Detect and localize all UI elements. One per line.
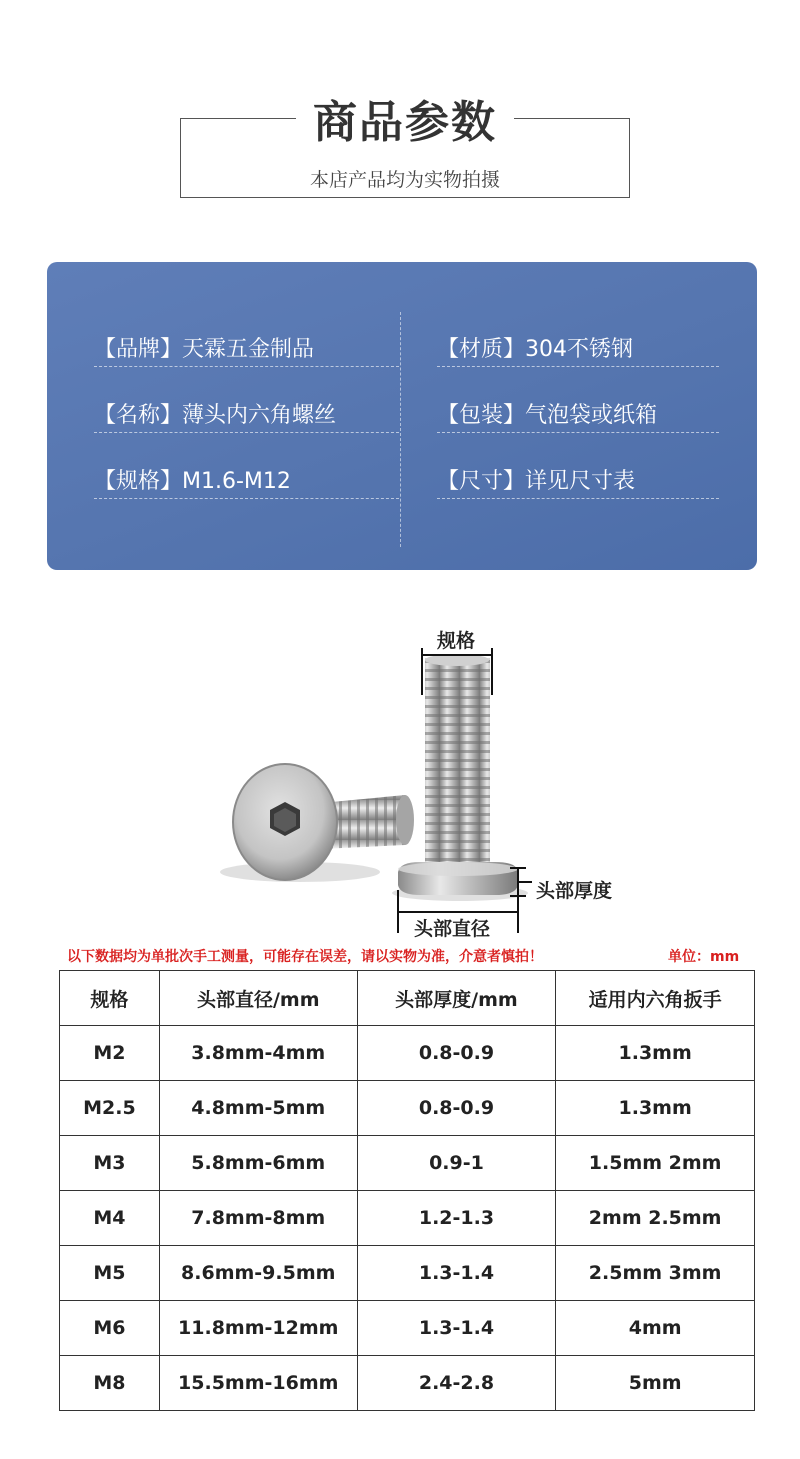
panel-divider — [400, 312, 401, 547]
spec-underline — [94, 366, 399, 367]
spec-packaging-value: 气泡袋或纸箱 — [525, 403, 658, 428]
cell-head-thickness: 0.8-0.9 — [357, 1081, 556, 1136]
cell-head-diameter: 7.8mm-8mm — [159, 1191, 357, 1246]
table-row — [60, 1301, 755, 1356]
standing-screw — [392, 654, 528, 901]
label-spec: 规格 — [437, 630, 476, 652]
cell-hex-key: 1.3mm — [556, 1081, 755, 1136]
table-header-row — [60, 971, 755, 1026]
spec-packaging-label: 【包装】 — [437, 403, 526, 428]
spec-dimensions-value: 详见尺寸表 — [525, 469, 636, 494]
cell-spec: M5 — [60, 1246, 160, 1301]
cell-spec: M2.5 — [60, 1081, 160, 1136]
spec-brand-label: 【品牌】 — [94, 337, 183, 362]
spec-material-value: 304不锈钢 — [525, 337, 634, 362]
spec-underline — [437, 498, 719, 499]
cell-spec: M4 — [60, 1191, 160, 1246]
page-title: 商品参数 — [313, 97, 497, 148]
cell-head-diameter: 15.5mm-16mm — [159, 1356, 357, 1411]
spec-name-label: 【名称】 — [94, 403, 183, 428]
cell-spec: M6 — [60, 1301, 160, 1356]
spec-packaging — [437, 398, 657, 429]
cell-head-diameter: 11.8mm-12mm — [159, 1301, 357, 1356]
cell-head-thickness: 1.2-1.3 — [357, 1191, 556, 1246]
spec-material-label: 【材质】 — [437, 337, 526, 362]
table-row — [60, 1246, 755, 1301]
spec-dimensions-label: 【尺寸】 — [437, 469, 526, 494]
spec-brand-value: 天霖五金制品 — [182, 337, 315, 362]
cell-hex-key: 5mm — [556, 1356, 755, 1411]
col-header-head-diameter: 头部直径/mm — [159, 971, 357, 1026]
spec-dimensions — [437, 464, 635, 495]
cell-head-thickness: 2.4-2.8 — [357, 1356, 556, 1411]
col-header-hex-key: 适用内六角扳手 — [556, 971, 755, 1026]
table-row — [60, 1191, 755, 1246]
spec-underline — [94, 432, 399, 433]
spec-size-label: 【规格】 — [94, 469, 183, 494]
measurement-notice: 以下数据均为单批次手工测量，可能存在误差，请以实物为准，介意者慎拍！ — [67, 949, 543, 965]
specs-panel — [47, 262, 757, 570]
table-row — [60, 1026, 755, 1081]
cell-head-thickness: 0.9-1 — [357, 1136, 556, 1191]
cell-spec: M2 — [60, 1026, 160, 1081]
spec-name-value: 薄头内六角螺丝 — [182, 403, 337, 428]
cell-head-thickness: 0.8-0.9 — [357, 1026, 556, 1081]
cell-hex-key: 1.3mm — [556, 1026, 755, 1081]
table-row — [60, 1136, 755, 1191]
spec-size-value: M1.6-M12 — [182, 469, 291, 494]
spec-size — [94, 464, 291, 495]
cell-head-diameter: 3.8mm-4mm — [159, 1026, 357, 1081]
cell-hex-key: 2mm 2.5mm — [556, 1191, 755, 1246]
size-table — [59, 970, 755, 1411]
product-photo — [0, 600, 800, 945]
cell-head-thickness: 1.3-1.4 — [357, 1246, 556, 1301]
cell-hex-key: 4mm — [556, 1301, 755, 1356]
unit-label: 单位：mm — [668, 949, 740, 965]
col-header-head-thickness: 头部厚度/mm — [357, 971, 556, 1026]
cell-hex-key: 1.5mm 2mm — [556, 1136, 755, 1191]
lying-screw — [220, 764, 414, 882]
label-head-diameter: 头部直径 — [414, 918, 491, 940]
cell-spec: M8 — [60, 1356, 160, 1411]
cell-head-thickness: 1.3-1.4 — [357, 1301, 556, 1356]
cell-spec: M3 — [60, 1136, 160, 1191]
table-row — [60, 1081, 755, 1136]
page-subtitle: 本店产品均为实物拍摄 — [309, 169, 500, 191]
spec-brand — [94, 332, 314, 363]
cell-head-diameter: 8.6mm-9.5mm — [159, 1246, 357, 1301]
col-header-spec: 规格 — [60, 971, 160, 1026]
spec-underline — [437, 432, 719, 433]
cell-head-diameter: 4.8mm-5mm — [159, 1081, 357, 1136]
spec-name — [94, 398, 336, 429]
spec-underline — [94, 498, 399, 499]
table-row — [60, 1356, 755, 1411]
cell-head-diameter: 5.8mm-6mm — [159, 1136, 357, 1191]
cell-hex-key: 2.5mm 3mm — [556, 1246, 755, 1301]
label-head-thickness: 头部厚度 — [536, 880, 613, 902]
spec-material — [437, 332, 633, 363]
screw-illustration — [0, 600, 800, 945]
spec-underline — [437, 366, 719, 367]
